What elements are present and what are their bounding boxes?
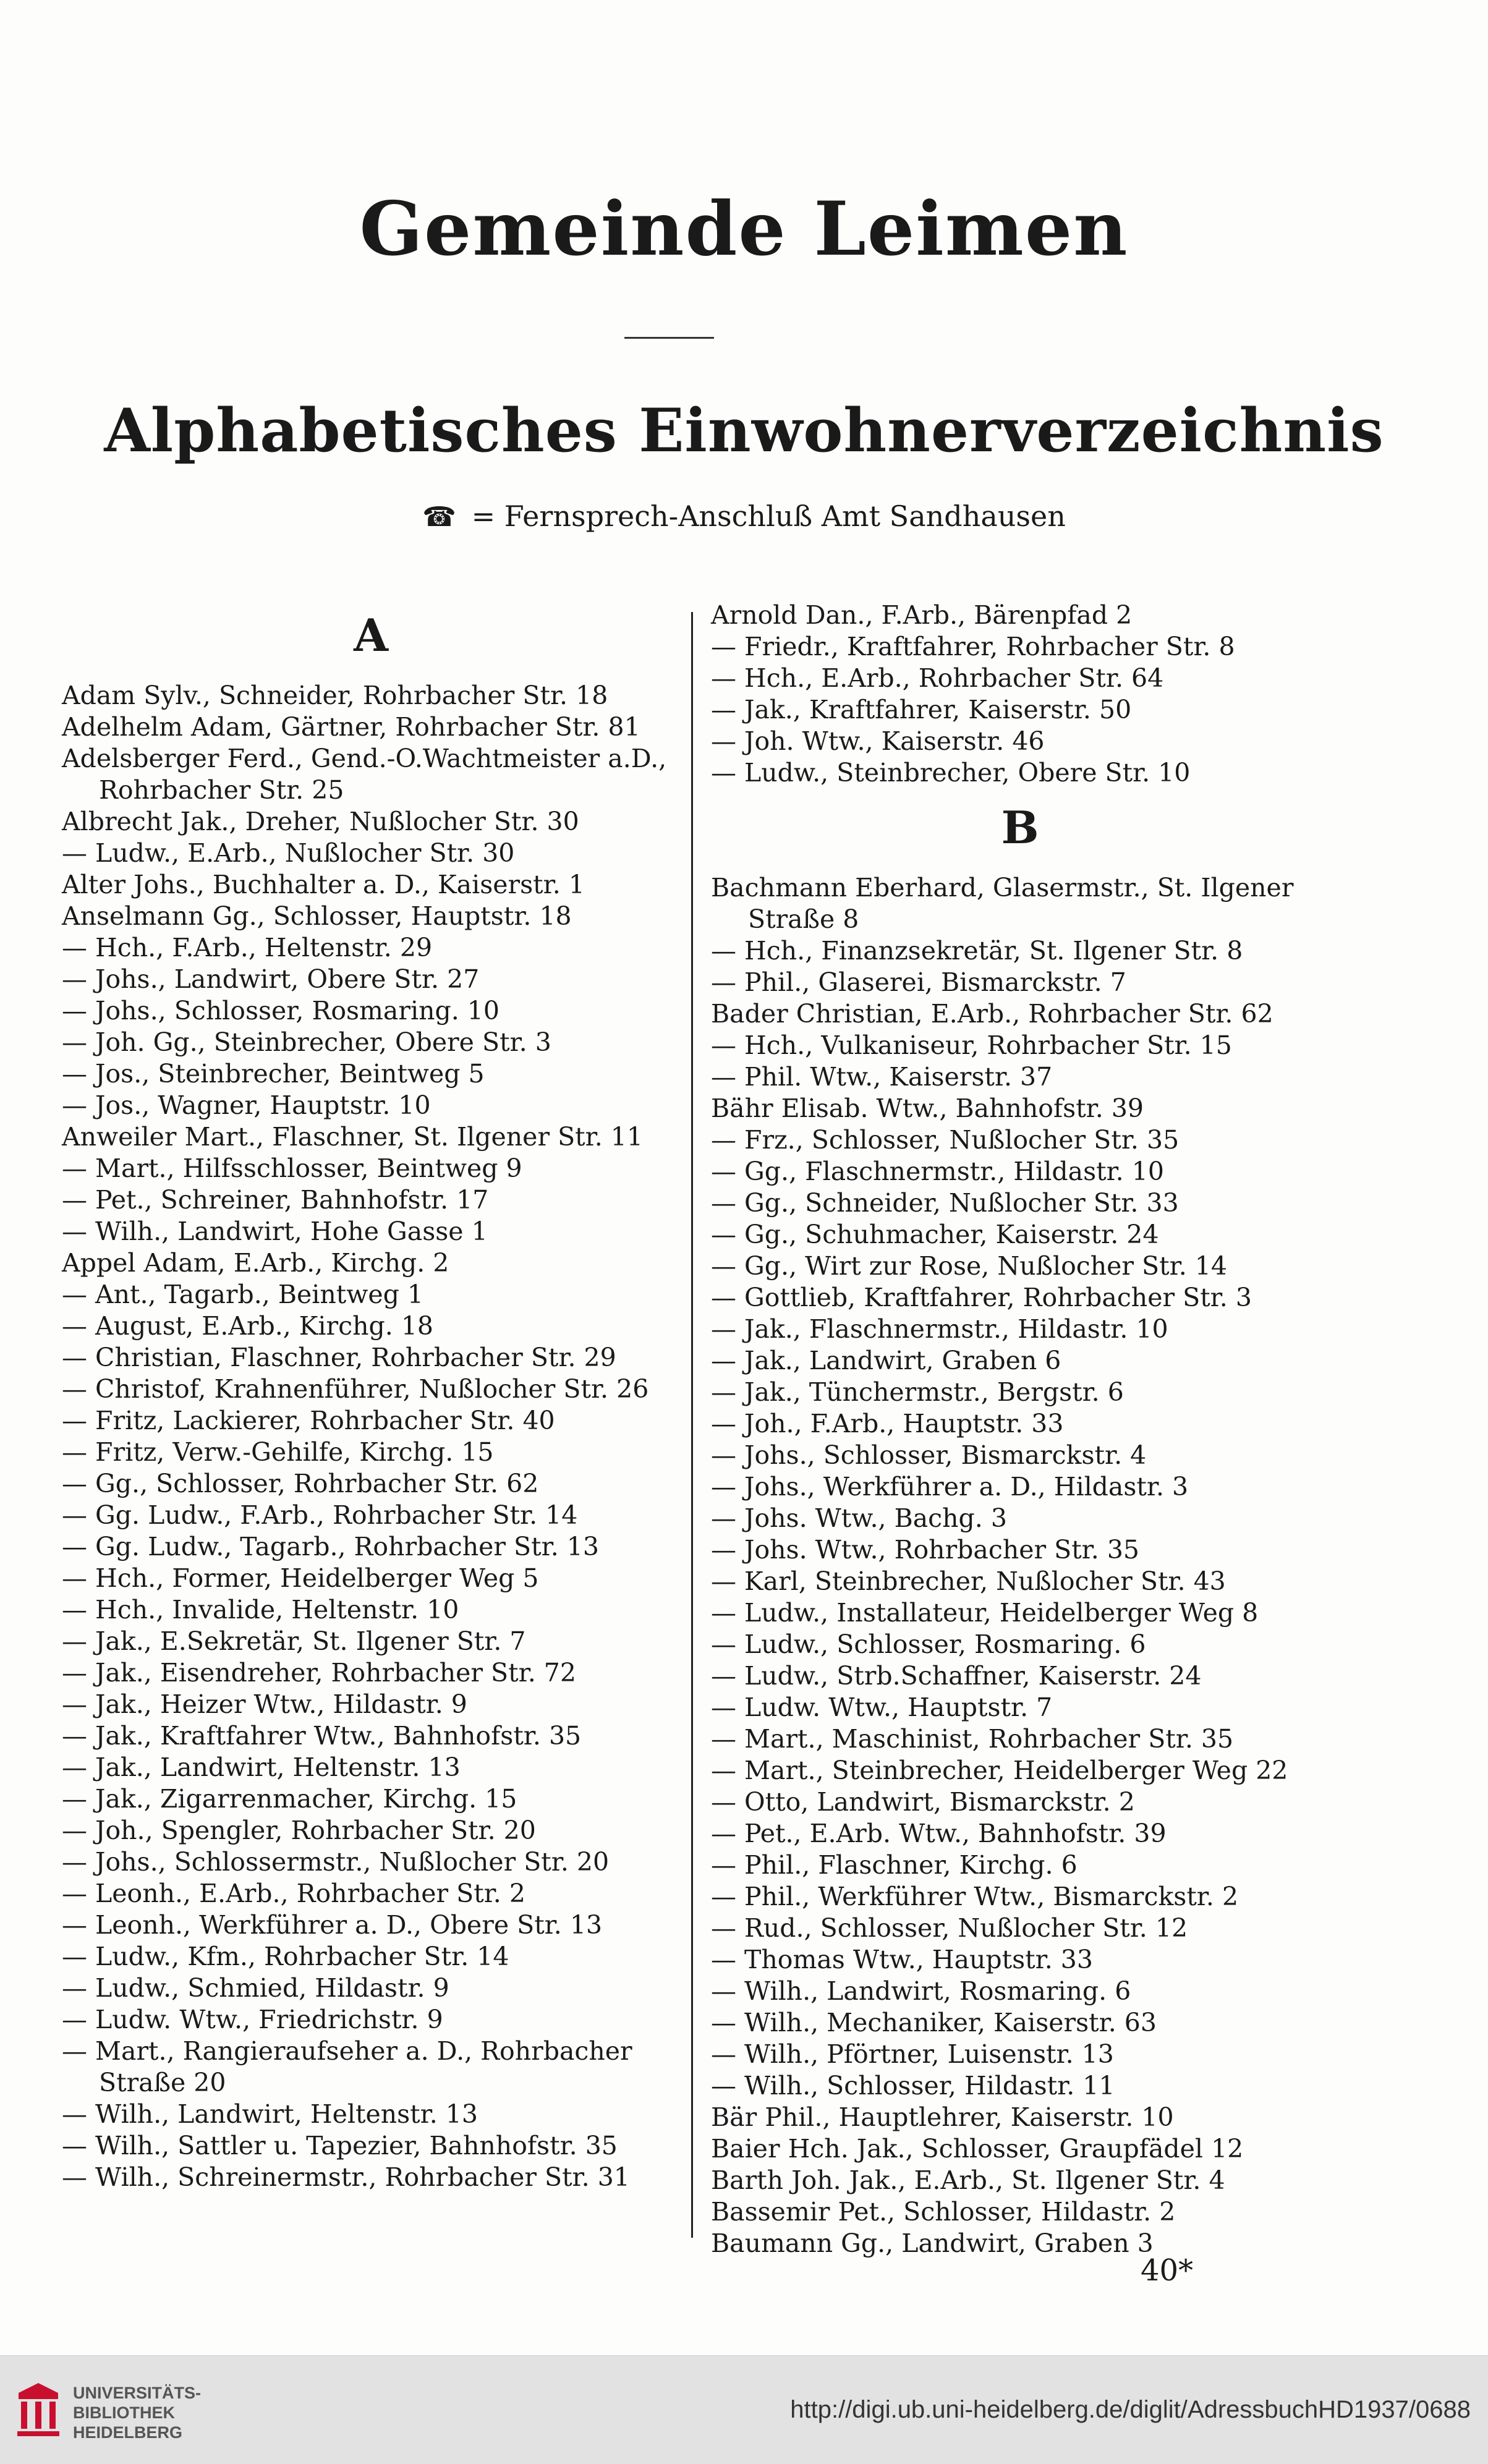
directory-entry: — Gg., Schlosser, Rohrbacher Str. 62 bbox=[62, 1469, 539, 1498]
directory-entry: — Jak., Kraftfahrer, Kaiserstr. 50 bbox=[711, 695, 1132, 724]
directory-entry: Albrecht Jak., Dreher, Nußlocher Str. 30 bbox=[62, 807, 579, 836]
directory-entry: — Christian, Flaschner, Rohrbacher Str. 29 bbox=[62, 1343, 616, 1372]
directory-entry: — Jos., Steinbrecher, Beintweg 5 bbox=[62, 1059, 485, 1089]
directory-entry: — Wilh., Schreinermstr., Rohrbacher Str. 31 bbox=[62, 2162, 630, 2192]
directory-entry: — Ludw. Wtw., Hauptstr. 7 bbox=[711, 1693, 1053, 1722]
directory-entry: — Frz., Schlosser, Nußlocher Str. 35 bbox=[711, 1125, 1180, 1155]
directory-entry: — Johs. Wtw., Bachg. 3 bbox=[711, 1503, 1007, 1533]
directory-entry: Bassemir Pet., Schlosser, Hildastr. 2 bbox=[711, 2197, 1176, 2227]
directory-entry: Appel Adam, E.Arb., Kirchg. 2 bbox=[62, 1248, 449, 1278]
directory-entry: — Mart., Maschinist, Rohrbacher Str. 35 bbox=[711, 1724, 1234, 1754]
section-letter-a: A bbox=[354, 609, 388, 661]
directory-entry: — Joh., F.Arb., Hauptstr. 33 bbox=[711, 1409, 1064, 1438]
directory-entry: — Ludw., Installateur, Heidelberger Weg 8 bbox=[711, 1598, 1259, 1628]
directory-entry: — Ant., Tagarb., Beintweg 1 bbox=[62, 1280, 423, 1309]
directory-entry: — Mart., Rangieraufseher a. D., Rohrbacher bbox=[62, 2036, 632, 2066]
directory-entry: — Wilh., Pförtner, Luisenstr. 13 bbox=[711, 2039, 1114, 2069]
library-logo-text bbox=[73, 2383, 201, 2442]
directory-entry: — Jak., Flaschnermstr., Hildastr. 10 bbox=[711, 1314, 1168, 1344]
directory-entry: Anselmann Gg., Schlosser, Hauptstr. 18 bbox=[62, 901, 572, 931]
directory-entry: — Ludw. Wtw., Friedrichstr. 9 bbox=[62, 2005, 443, 2034]
directory-entry: — Pet., E.Arb. Wtw., Bahnhofstr. 39 bbox=[711, 1819, 1167, 1848]
directory-entry: — Jak., E.Sekretär, St. Ilgener Str. 7 bbox=[62, 1626, 526, 1656]
directory-entry: — Johs., Schlossermstr., Nußlocher Str. 20 bbox=[62, 1847, 610, 1877]
directory-entry: — Hch., Former, Heidelberger Weg 5 bbox=[62, 1563, 539, 1593]
directory-entry: — Gg., Flaschnermstr., Hildastr. 10 bbox=[711, 1157, 1164, 1186]
directory-entry: — Phil., Flaschner, Kirchg. 6 bbox=[711, 1850, 1078, 1880]
directory-entry: — Hch., Invalide, Heltenstr. 10 bbox=[62, 1595, 459, 1625]
logo-line-3: HEIDELBERG bbox=[73, 2423, 183, 2442]
page-title: Gemeinde Leimen bbox=[359, 185, 1129, 273]
directory-entry: — Otto, Landwirt, Bismarckstr. 2 bbox=[711, 1787, 1135, 1817]
directory-entry: — Mart., Hilfsschlosser, Beintweg 9 bbox=[62, 1153, 522, 1183]
directory-entry: — Pet., Schreiner, Bahnhofstr. 17 bbox=[62, 1185, 489, 1215]
directory-entry: — Phil., Werkführer Wtw., Bismarckstr. 2 bbox=[711, 1882, 1239, 1911]
directory-entry: — Hch., Finanzsekretär, St. Ilgener Str. 8 bbox=[711, 936, 1243, 966]
page-number: 40* bbox=[1141, 2253, 1194, 2288]
directory-entry: — Hch., F.Arb., Heltenstr. 29 bbox=[62, 933, 433, 962]
directory-entry: — Wilh., Landwirt, Hohe Gasse 1 bbox=[62, 1217, 488, 1246]
directory-entry: — Mart., Steinbrecher, Heidelberger Weg 22 bbox=[711, 1756, 1288, 1785]
page-subtitle: Alphabetisches Einwohnerverzeichnis bbox=[104, 396, 1384, 465]
directory-entry: — Ludw., Steinbrecher, Obere Str. 10 bbox=[711, 758, 1191, 788]
title-divider bbox=[624, 337, 714, 339]
directory-entry: — Jos., Wagner, Hauptstr. 10 bbox=[62, 1090, 431, 1120]
directory-entry: — Wilh., Mechaniker, Kaiserstr. 63 bbox=[711, 2008, 1157, 2037]
directory-entry: Bachmann Eberhard, Glasermstr., St. Ilgener bbox=[711, 873, 1294, 903]
directory-entry: — Gg., Schuhmacher, Kaiserstr. 24 bbox=[711, 1220, 1159, 1249]
directory-entry: — Jak., Tünchermstr., Bergstr. 6 bbox=[711, 1377, 1124, 1407]
directory-entry: — Jak., Landwirt, Graben 6 bbox=[711, 1346, 1061, 1375]
directory-entry: — Jak., Zigarrenmacher, Kirchg. 15 bbox=[62, 1784, 517, 1814]
directory-entry: — August, E.Arb., Kirchg. 18 bbox=[62, 1311, 433, 1341]
directory-entry: — Gottlieb, Kraftfahrer, Rohrbacher Str. 3 bbox=[711, 1283, 1252, 1312]
directory-entry: — Rud., Schlosser, Nußlocher Str. 12 bbox=[711, 1913, 1188, 1943]
directory-entry: — Johs. Wtw., Rohrbacher Str. 35 bbox=[711, 1535, 1140, 1565]
directory-entry: — Friedr., Kraftfahrer, Rohrbacher Str. 8 bbox=[711, 632, 1235, 661]
directory-entry: — Ludw., Schlosser, Rosmaring. 6 bbox=[711, 1629, 1146, 1659]
directory-entry: Anweiler Mart., Flaschner, St. Ilgener Str. 11 bbox=[62, 1122, 643, 1152]
directory-entry: — Hch., E.Arb., Rohrbacher Str. 64 bbox=[711, 663, 1164, 693]
directory-entry: — Leonh., E.Arb., Rohrbacher Str. 2 bbox=[62, 1879, 525, 1908]
directory-entry: — Leonh., Werkführer a. D., Obere Str. 13 bbox=[62, 1910, 603, 1940]
telephone-icon: ☎ bbox=[422, 501, 456, 533]
source-url-link[interactable]: http://digi.ub.uni-heidelberg.de/diglit/AdressbuchHD1937/0688 bbox=[790, 2396, 1471, 2423]
directory-entry: — Jak., Heizer Wtw., Hildastr. 9 bbox=[62, 1689, 467, 1719]
directory-entry: — Joh. Wtw., Kaiserstr. 46 bbox=[711, 726, 1045, 756]
section-letter-b: B bbox=[1001, 801, 1039, 854]
logo-line-1: UNIVERSITÄTS- bbox=[73, 2384, 202, 2402]
directory-entry: — Johs., Schlosser, Bismarckstr. 4 bbox=[711, 1440, 1147, 1470]
directory-entry: Adelhelm Adam, Gärtner, Rohrbacher Str. 81 bbox=[62, 712, 640, 742]
directory-entry: Bähr Elisab. Wtw., Bahnhofstr. 39 bbox=[711, 1094, 1144, 1123]
directory-entry: Straße 8 bbox=[748, 904, 859, 934]
directory-entry: Rohrbacher Str. 25 bbox=[99, 775, 344, 805]
column-divider bbox=[691, 612, 693, 2238]
library-logo-icon[interactable] bbox=[14, 2381, 63, 2440]
directory-entry: Alter Johs., Buchhalter a. D., Kaiserstr. 1 bbox=[62, 870, 585, 899]
directory-entry: — Hch., Vulkaniseur, Rohrbacher Str. 15 bbox=[711, 1030, 1232, 1060]
directory-entry: — Karl, Steinbrecher, Nußlocher Str. 43 bbox=[711, 1566, 1226, 1596]
directory-entry: — Fritz, Verw.-Gehilfe, Kirchg. 15 bbox=[62, 1437, 494, 1467]
directory-entry: — Gg. Ludw., Tagarb., Rohrbacher Str. 13 bbox=[62, 1532, 599, 1561]
directory-entry: Barth Joh. Jak., E.Arb., St. Ilgener Str. 4 bbox=[711, 2165, 1225, 2195]
directory-entry: — Jak., Eisendreher, Rohrbacher Str. 72 bbox=[62, 1658, 576, 1688]
directory-entry: — Joh. Gg., Steinbrecher, Obere Str. 3 bbox=[62, 1027, 551, 1057]
directory-entry: — Wilh., Landwirt, Heltenstr. 13 bbox=[62, 2099, 478, 2129]
viewer-footer bbox=[0, 2355, 1488, 2464]
directory-entry: — Gg. Ludw., F.Arb., Rohrbacher Str. 14 bbox=[62, 1500, 578, 1530]
phone-legend bbox=[0, 499, 1488, 533]
directory-entry: — Wilh., Sattler u. Tapezier, Bahnhofstr. 35 bbox=[62, 2131, 618, 2160]
directory-entry: Adam Sylv., Schneider, Rohrbacher Str. 18 bbox=[62, 681, 608, 710]
directory-entry: Baumann Gg., Landwirt, Graben 3 bbox=[711, 2228, 1154, 2258]
directory-entry: — Thomas Wtw., Hauptstr. 33 bbox=[711, 1945, 1093, 1974]
logo-line-2: BIBLIOTHEK bbox=[73, 2403, 175, 2422]
directory-entry: — Johs., Landwirt, Obere Str. 27 bbox=[62, 964, 480, 994]
phone-legend-text: = Fernsprech-Anschluß Amt Sandhausen bbox=[471, 499, 1066, 533]
directory-entry: — Fritz, Lackierer, Rohrbacher Str. 40 bbox=[62, 1406, 555, 1435]
directory-entry: — Ludw., Kfm., Rohrbacher Str. 14 bbox=[62, 1942, 509, 1971]
directory-entry: — Johs., Schlosser, Rosmaring. 10 bbox=[62, 996, 500, 1026]
directory-entry: — Christof, Krahnenführer, Nußlocher Str. 26 bbox=[62, 1374, 649, 1404]
directory-entry: — Johs., Werkführer a. D., Hildastr. 3 bbox=[711, 1472, 1189, 1502]
directory-entry: Baier Hch. Jak., Schlosser, Graupfädel 12 bbox=[711, 2134, 1244, 2164]
directory-entry: — Ludw., Strb.Schaffner, Kaiserstr. 24 bbox=[711, 1661, 1202, 1691]
directory-entry: — Gg., Wirt zur Rose, Nußlocher Str. 14 bbox=[711, 1251, 1227, 1281]
directory-entry: — Jak., Kraftfahrer Wtw., Bahnhofstr. 35 bbox=[62, 1721, 582, 1751]
directory-entry: — Gg., Schneider, Nußlocher Str. 33 bbox=[711, 1188, 1179, 1218]
directory-entry: — Wilh., Schlosser, Hildastr. 11 bbox=[711, 2071, 1115, 2101]
directory-entry: Adelsberger Ferd., Gend.-O.Wachtmeister a.D., bbox=[62, 744, 667, 773]
directory-entry: Bär Phil., Hauptlehrer, Kaiserstr. 10 bbox=[711, 2102, 1174, 2132]
directory-entry: — Jak., Landwirt, Heltenstr. 13 bbox=[62, 1752, 461, 1782]
directory-entry: — Wilh., Landwirt, Rosmaring. 6 bbox=[711, 1976, 1131, 2006]
directory-entry: Straße 20 bbox=[99, 2068, 226, 2097]
directory-entry: — Phil. Wtw., Kaiserstr. 37 bbox=[711, 1062, 1053, 1092]
directory-entry: — Ludw., Schmied, Hildastr. 9 bbox=[62, 1973, 449, 2003]
directory-entry: — Phil., Glaserei, Bismarckstr. 7 bbox=[711, 967, 1126, 997]
directory-entry: Arnold Dan., F.Arb., Bärenpfad 2 bbox=[711, 600, 1133, 630]
directory-entry: — Joh., Spengler, Rohrbacher Str. 20 bbox=[62, 1816, 536, 1845]
directory-entry: — Ludw., E.Arb., Nußlocher Str. 30 bbox=[62, 838, 515, 868]
directory-entry: Bader Christian, E.Arb., Rohrbacher Str. 62 bbox=[711, 999, 1273, 1029]
